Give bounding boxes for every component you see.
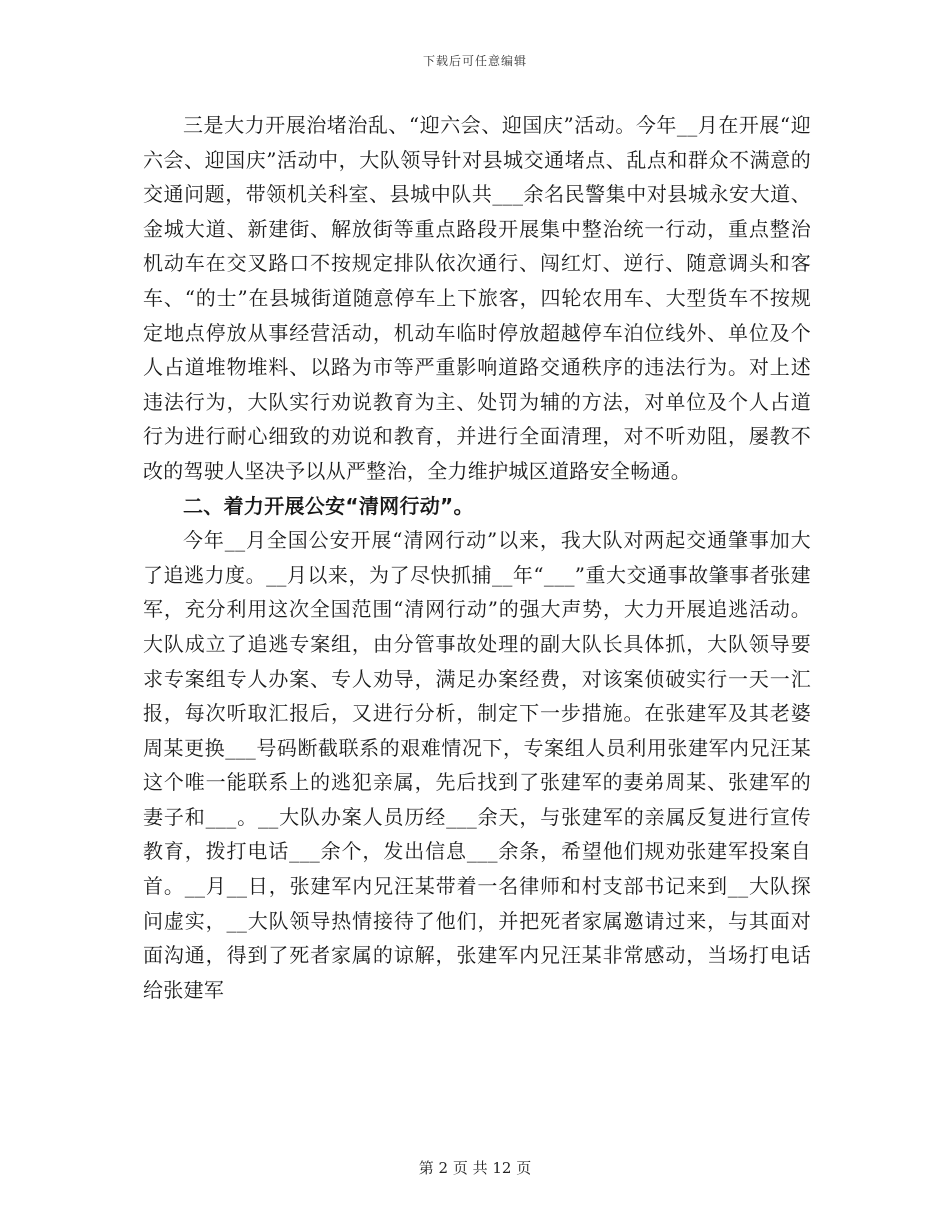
document-body: [143, 108, 811, 1007]
paragraph-traffic-rectification: 三是大力开展治堵治乱、“迎六会、迎国庆”活动。今年__月在开展“迎六会、迎国庆”活动中，大队领导针对县城交通堵点、乱点和群众不满意的交通问题，带领机关科室、县城中队共___余名民警集中对县城永安大道、金城大道、新建街、解放街等重点路段开展集中整治统一行动，重点整治机动车在交叉路口不按规定排队依次通行、闯红灯、逆行、随意调头和客车、“的士”在县城街道随意停车上下旅客，四轮农用车、大型货车不按规定地点停放从事经营活动，机动车临时停放超越停车泊位线外、单位及个人占道堆物堆料、以路为市等严重影响道路交通秩序的违法行为。对上述违法行为，大队实行劝说教育为主、处罚为辅的方法，对单位及个人占道行为进行耐心细致的劝说和教育，并进行全面清理，对不听劝阻，屡教不改的驾驶人坚决予以从严整治，全力维护城区道路安全畅通。: [143, 113, 811, 483]
paragraph-fugitive-pursuit: 今年__月全国公安开展“清网行动”以来，我大队对两起交通肇事加大了追逃力度。__月以来，为了尽快抓捕__年“___”重大交通事故肇事者张建军，充分利用这次全国范围“清网行动”的强大声势，大力开展追逃活动。大队成立了追逃专案组，由分管事故处理的副大队长具体抓，大队领导要求专案组专人办案、专人劝导，满足办案经费，对该案侦破实行一天一汇报，每次听取汇报后，又进行分析，制定下一步措施。在张建军及其老婆周某更换___号码断截联系的艰难情况下，专案组人员利用张建军内兄汪某这个唯一能联系上的逃犯亲属，先后找到了张建军的妻弟周某、张建军的妻子和___。__大队办案人员历经___余天，与张建军的亲属反复进行宣传教育，拨打电话___余个，发出信息___余条，希望他们规劝张建军投案自首。__月__日，张建军内兄汪某带着一名律师和村支部书记来到__大队探问虚实，__大队领导热情接待了他们，并把死者家属邀请过来，与其面对面沟通，得到了死者家属的谅解，张建军内兄汪某非常感动，当场打电话给张建军: [143, 528, 811, 1002]
section-heading-clean-net-action: 二、着力开展公安“清网行动”。: [183, 493, 474, 518]
header-editable-note: 下载后可任意编辑: [422, 54, 527, 68]
page-indicator: 第 2 页 共 12 页: [418, 1159, 532, 1177]
